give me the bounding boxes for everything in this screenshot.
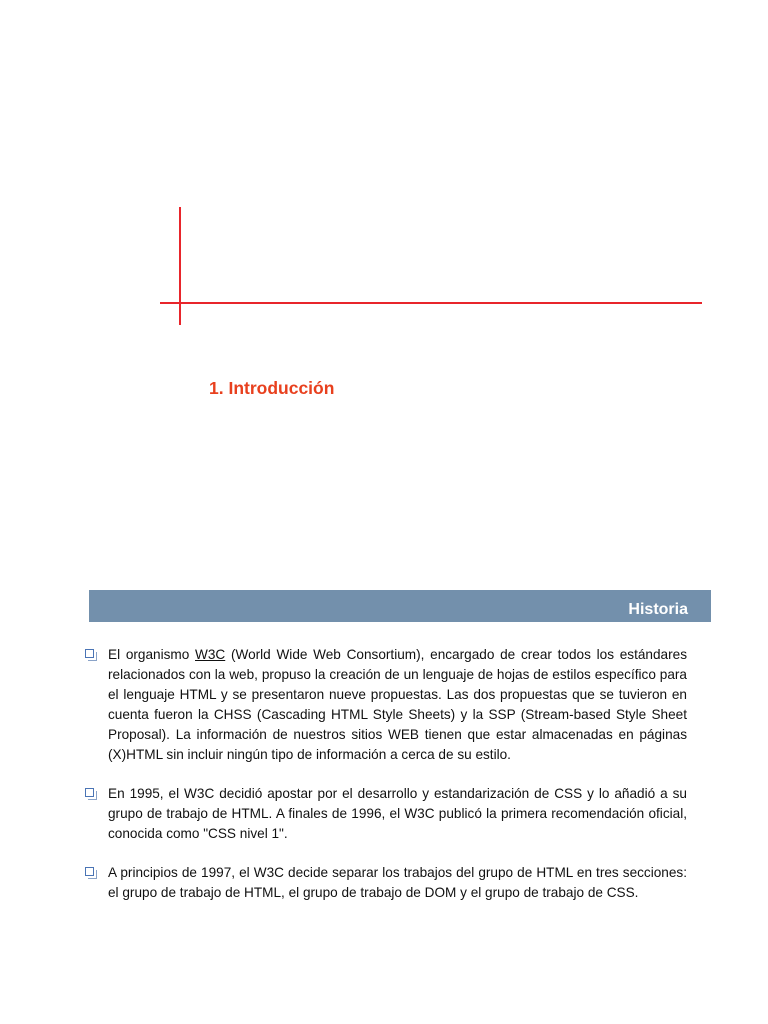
list-item: [83, 863, 687, 903]
bullet-text-pre: El organismo: [108, 647, 196, 662]
w3c-link[interactable]: W3C: [195, 647, 226, 662]
bullet-text-post: (World Wide Web Consortium), encargado de crear todos los estándares relacionados con la web, propuso la creación de un lenguaje de hojas de estilos específico para el lenguaje HTML y se presentaron nueve propuestas. Las dos propuestas que se tuvieron en cuenta fueron la CHSS (Cascading HTML Style Sheets) y la SSP (Stream-based Style Sheet Proposal). La información de nuestros sitios WEB tienen que estar almacenadas en páginas (X)HTML sin incluir ningún tipo de información a cerca de su estilo.: [108, 647, 687, 762]
crop-mark-vertical: [179, 207, 181, 325]
bullet-text: En 1995, el W3C decidió apostar por el desarrollo y estandarización de CSS y lo añadió a su grupo de trabajo de HTML. A finales de 1996, el W3C publicó la primera recomendación oficial, conocida como "CSS nivel 1".: [108, 786, 687, 841]
bullet-list: [83, 645, 687, 922]
checkbox-square-icon: [85, 867, 94, 876]
history-header-bar: [89, 590, 711, 622]
history-label: Historia: [628, 601, 688, 618]
list-item: [83, 645, 687, 765]
checkbox-square-icon: [85, 788, 94, 797]
list-item: [83, 784, 687, 844]
checkbox-square-icon: [85, 649, 94, 658]
crop-mark-horizontal: [160, 302, 702, 304]
bullet-text: A principios de 1997, el W3C decide separar los trabajos del grupo de HTML en tres secciones: el grupo de trabajo de HTML, el grupo de trabajo de DOM y el grupo de trabajo de CSS.: [108, 865, 687, 900]
section-title: 1. Introducción: [209, 378, 335, 398]
